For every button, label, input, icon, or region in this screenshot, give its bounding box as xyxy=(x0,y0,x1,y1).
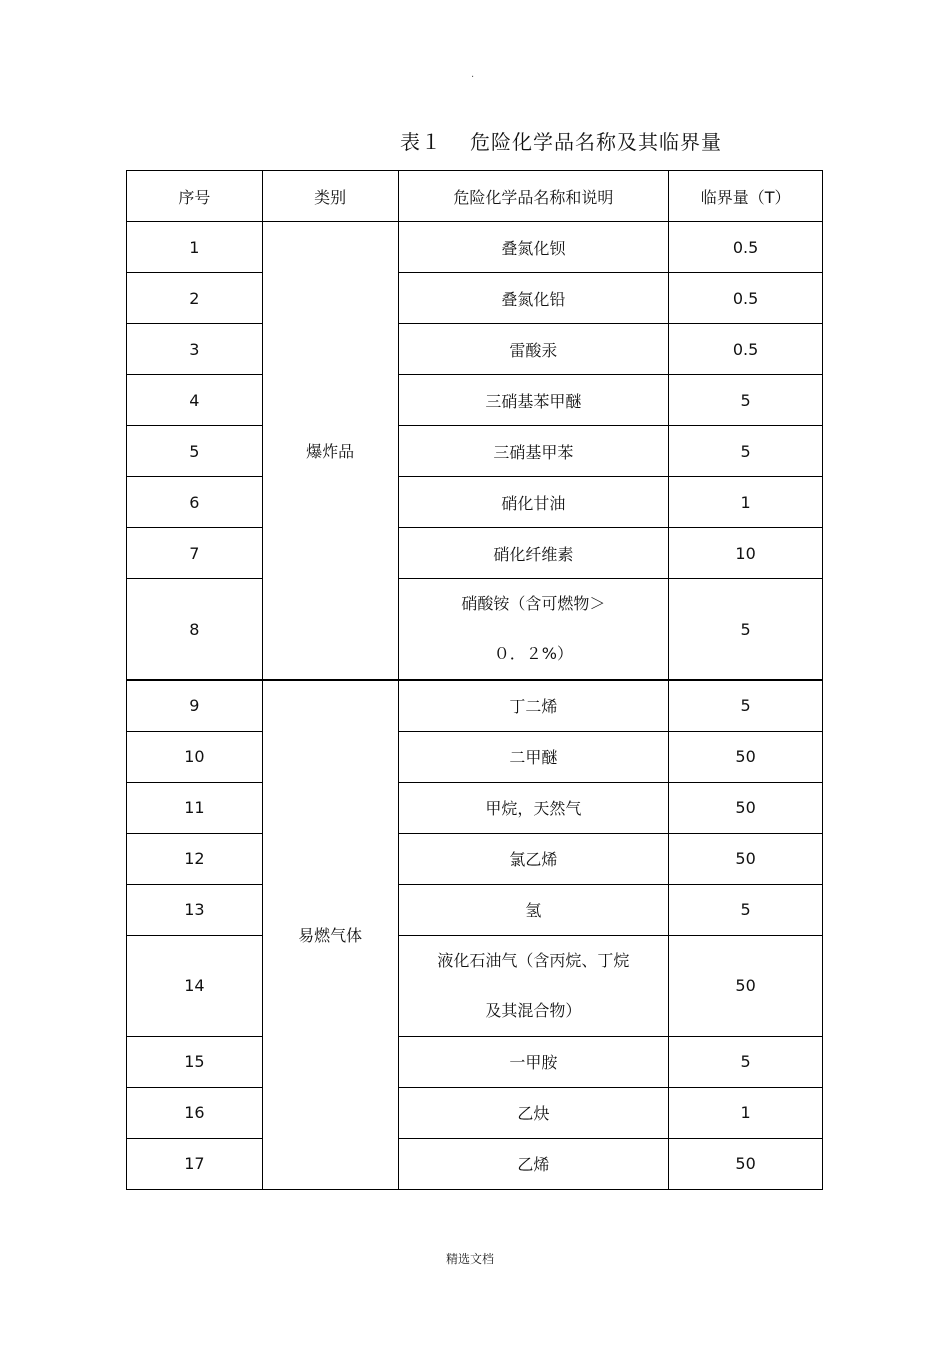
threshold-value: 5 xyxy=(669,680,823,731)
chemical-name: 氢 xyxy=(398,884,669,935)
chemical-name-line: 液化石油气（含丙烷、丁烷 xyxy=(437,950,630,970)
table-row xyxy=(127,1138,823,1189)
table-row xyxy=(127,222,823,273)
chemical-name: 二甲醚 xyxy=(398,731,669,782)
threshold-value: 0.5 xyxy=(669,273,823,324)
table-row xyxy=(127,1036,823,1087)
row-index: 9 xyxy=(127,680,263,731)
chemical-name: 乙炔 xyxy=(398,1087,669,1138)
row-index: 15 xyxy=(127,1036,263,1087)
table-row xyxy=(127,579,823,681)
threshold-value: 50 xyxy=(669,833,823,884)
table-row xyxy=(127,680,823,731)
table-row xyxy=(127,528,823,579)
threshold-value: 1 xyxy=(669,477,823,528)
hazardous-chemicals-table xyxy=(126,170,823,1190)
threshold-value: 5 xyxy=(669,426,823,477)
chemical-name: 雷酸汞 xyxy=(398,324,669,375)
row-index: 1 xyxy=(127,222,263,273)
threshold-value: 1 xyxy=(669,1087,823,1138)
table-row xyxy=(127,375,823,426)
table-row xyxy=(127,935,823,1036)
table-row xyxy=(127,731,823,782)
threshold-value: 50 xyxy=(669,731,823,782)
row-index: 14 xyxy=(127,935,263,1036)
row-index: 6 xyxy=(127,477,263,528)
table-number: 表１ xyxy=(400,130,442,154)
chemical-name: 硝化甘油 xyxy=(398,477,669,528)
table-row xyxy=(127,782,823,833)
category-cell: 易燃气体 xyxy=(262,680,398,1189)
row-index: 2 xyxy=(127,273,263,324)
chemical-name-line: 硝酸铵（含可燃物＞ xyxy=(461,594,606,613)
header-category: 类别 xyxy=(262,171,398,222)
table-row xyxy=(127,324,823,375)
row-index: 7 xyxy=(127,528,263,579)
threshold-value: 50 xyxy=(669,1138,823,1189)
threshold-value: 10 xyxy=(669,528,823,579)
chemical-name-line: ０．２%） xyxy=(493,644,573,663)
table-header-row xyxy=(127,171,823,222)
chemical-name: 氯乙烯 xyxy=(398,833,669,884)
table-row xyxy=(127,833,823,884)
row-index: 3 xyxy=(127,324,263,375)
category-cell: 爆炸品 xyxy=(262,222,398,681)
table-row xyxy=(127,1087,823,1138)
threshold-value: 50 xyxy=(669,782,823,833)
chemical-name: 丁二烯 xyxy=(398,680,669,731)
chemical-name xyxy=(398,579,669,681)
chemical-name: 一甲胺 xyxy=(398,1036,669,1087)
chemical-name: 硝化纤维素 xyxy=(398,528,669,579)
row-index: 11 xyxy=(127,782,263,833)
threshold-value: 5 xyxy=(669,579,823,681)
header-index: 序号 xyxy=(127,171,263,222)
threshold-value: 5 xyxy=(669,884,823,935)
row-index: 16 xyxy=(127,1087,263,1138)
chemical-name: 甲烷，天然气 xyxy=(398,782,669,833)
page-footer: 精选文档 xyxy=(446,1252,495,1266)
chemical-name xyxy=(398,935,669,1036)
chemical-name: 叠氮化铅 xyxy=(398,273,669,324)
threshold-value: 50 xyxy=(669,935,823,1036)
table-row xyxy=(127,273,823,324)
table-row xyxy=(127,477,823,528)
chemical-name: 乙烯 xyxy=(398,1138,669,1189)
chemical-name: 三硝基苯甲醚 xyxy=(398,375,669,426)
row-index: 4 xyxy=(127,375,263,426)
threshold-value: 5 xyxy=(669,375,823,426)
row-index: 5 xyxy=(127,426,263,477)
table-row xyxy=(127,884,823,935)
row-index: 10 xyxy=(127,731,263,782)
table-row xyxy=(127,426,823,477)
chemical-name: 叠氮化钡 xyxy=(398,222,669,273)
header-threshold: 临界量（T） xyxy=(669,171,823,222)
table-title-text: 危险化学品名称及其临界量 xyxy=(470,130,722,154)
threshold-value: 0.5 xyxy=(669,324,823,375)
row-index: 13 xyxy=(127,884,263,935)
row-index: 17 xyxy=(127,1138,263,1189)
row-index: 8 xyxy=(127,579,263,681)
chemical-name: 三硝基甲苯 xyxy=(398,426,669,477)
threshold-value: 5 xyxy=(669,1036,823,1087)
table-title xyxy=(400,126,722,155)
threshold-value: 0.5 xyxy=(669,222,823,273)
header-name: 危险化学品名称和说明 xyxy=(398,171,669,222)
row-index: 12 xyxy=(127,833,263,884)
page-mark: · xyxy=(471,72,475,83)
chemical-name-line: 及其混合物） xyxy=(485,1000,582,1020)
